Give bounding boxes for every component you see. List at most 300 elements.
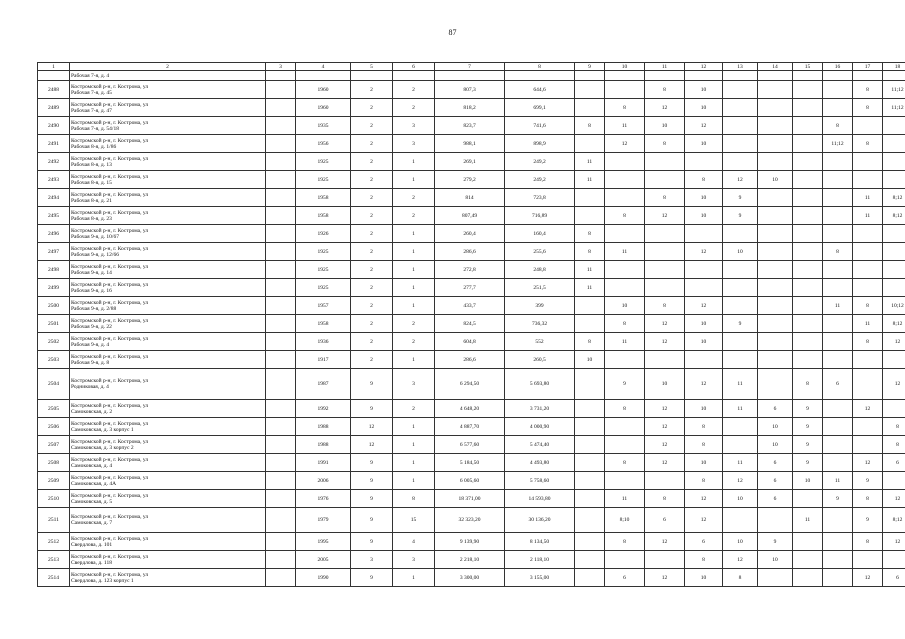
cell-c15 [793,189,823,207]
cell-c9 [575,315,605,333]
cell-c10: 12 [605,135,645,153]
cell-c13 [723,297,758,315]
table-row [38,418,905,436]
cell-c14 [758,117,793,135]
cell-c17: 9 [853,508,883,533]
cell-c17: 8 [853,490,883,508]
cell-c5: 2 [351,261,393,279]
cell-c6: 1 [393,454,435,472]
column-header: 5 [351,63,393,71]
cell-c11: 12 [645,315,685,333]
cell-c9 [575,490,605,508]
cell-c18 [883,135,905,153]
row-number: 2495 [38,207,70,225]
cell-c10: 8;10 [605,508,645,533]
cell-c13: 10 [723,243,758,261]
cell-c14 [758,189,793,207]
cell-c6: 1 [393,418,435,436]
cell [266,472,296,490]
cell-c11 [645,261,685,279]
cell-c6: 1 [393,569,435,587]
cell-c13 [723,261,758,279]
table-row [38,117,905,135]
cell-c10: 11 [605,243,645,261]
cell-c8: 251,5 [505,279,575,297]
cell-c9 [575,400,605,418]
cell-c8: 3 731,20 [505,400,575,418]
cell [266,569,296,587]
cell [723,71,758,81]
cell [853,71,883,81]
address-line-1: Костромской р-н, г. Кострома, ул [71,155,149,162]
address-line-1: Костромской р-н, г. Кострома, ул [71,173,149,180]
address-cell [70,333,266,351]
table-row [38,472,905,490]
cell-c12: 8 [685,472,723,490]
cell-c6: 1 [393,225,435,243]
column-header: 15 [793,63,823,71]
cell-c10 [605,189,645,207]
address-cell [70,436,266,454]
cell-c13: 12 [723,551,758,569]
address-line-2: Рабочая 9-я, д. 4 [71,341,110,348]
cell-c18: 8;12 [883,189,905,207]
cell-c12: 10 [685,454,723,472]
cell-c14: 6 [758,400,793,418]
cell-c12 [685,351,723,369]
cell-c17: 8 [853,135,883,153]
cell-c6: 2 [393,207,435,225]
cell [823,71,853,81]
cell-c7: 272,8 [435,261,505,279]
address-line-1: Костромской р-н, г. Кострома, ул [71,317,149,324]
page-number: 87 [448,28,457,37]
column-header: 4 [296,63,351,71]
cell [266,243,296,261]
cell-c6: 1 [393,297,435,315]
cell-c11: 12 [645,436,685,454]
address-cell [70,297,266,315]
cell-c17: 11 [853,315,883,333]
address-line-2: Рабочая 7-я, д. 47 [71,107,112,114]
table-row [38,400,905,418]
cell-c11: 12 [645,333,685,351]
cell-c16 [823,508,853,533]
cell-c11 [645,243,685,261]
cell-c9: 8 [575,333,605,351]
row-number: 2504 [38,369,70,400]
cell-c6: 1 [393,351,435,369]
column-header: 16 [823,63,853,71]
cell-c10: 8 [605,315,645,333]
cell-c16 [823,418,853,436]
cell-c12: 12 [685,243,723,261]
address-cell [70,207,266,225]
cell-c12: 10 [685,315,723,333]
cell-c15: 11 [793,508,823,533]
cell [266,171,296,189]
cell-c13: 12 [723,472,758,490]
cell [266,418,296,436]
cell-c17: 9 [853,472,883,490]
address-cell [70,400,266,418]
cell-c17: 8 [853,81,883,99]
cell-c7: 9 139,90 [435,533,505,551]
cell-c15: 8 [793,369,823,400]
cell-c17: 12 [853,569,883,587]
cell-c18 [883,243,905,261]
cell-c10 [605,551,645,569]
cell [266,279,296,297]
address-cell [70,472,266,490]
cell-c12: 8 [685,418,723,436]
table-row [38,533,905,551]
cell-c18 [883,472,905,490]
cell-c11 [645,551,685,569]
cell-c11 [645,171,685,189]
cell-c15: 9 [793,454,823,472]
cell-c10 [605,472,645,490]
cell-c6: 1 [393,153,435,171]
cell-c4: 1990 [296,569,351,587]
cell-c9 [575,189,605,207]
cell-c4: 1987 [296,369,351,400]
table-row [38,297,905,315]
cell-c8: 30 136,20 [505,508,575,533]
cell-c14 [758,351,793,369]
address-line-2: Рабочая 8-я, д. 15 [71,179,112,186]
cell-c15 [793,243,823,261]
row-number: 2501 [38,315,70,333]
address-line-1: Костромской р-н, г. Кострома, ул [71,245,149,252]
cell [266,333,296,351]
cell-c16 [823,207,853,225]
cell-c6: 8 [393,490,435,508]
cell [793,71,823,81]
cell-c4: 1991 [296,454,351,472]
column-header: 1 [38,63,70,71]
cell-c13 [723,279,758,297]
address-line-2: Свердлова, д. 123 корпус 1 [71,577,134,584]
row-number: 2510 [38,490,70,508]
cell-c13: 10 [723,533,758,551]
cell-c6: 3 [393,551,435,569]
cell-c13 [723,333,758,351]
address-line-1: Костромской р-н, г. Кострома, ул [71,402,149,409]
cell-c10: 8 [605,454,645,472]
cell-c15: 10 [793,472,823,490]
cell-c11 [645,472,685,490]
cell-c5: 9 [351,569,393,587]
cell-c5: 2 [351,189,393,207]
cell-c18: 12 [883,333,905,351]
row-number: 2508 [38,454,70,472]
cell-c18: 12 [883,369,905,400]
cell-c5: 2 [351,333,393,351]
row-number: 2507 [38,436,70,454]
cell-c4: 1925 [296,171,351,189]
cell-c7: 814 [435,189,505,207]
cell-c16: 8 [823,117,853,135]
cell-c14 [758,225,793,243]
address-line-2: Самоковская, д. 4 [71,462,113,469]
row-number: 2514 [38,569,70,587]
address-cell [70,261,266,279]
cell-c11: 6 [645,508,685,533]
cell-c9: 11 [575,261,605,279]
cell-c14: 6 [758,490,793,508]
cell-c8: 741,6 [505,117,575,135]
cell-c17 [853,369,883,400]
cell-c12: 10 [685,400,723,418]
column-header: 7 [435,63,505,71]
cell-c8: 716,89 [505,207,575,225]
cell-c4: 1956 [296,135,351,153]
cell [266,551,296,569]
row-number: 2493 [38,171,70,189]
cell-c7: 6 005,60 [435,472,505,490]
table-row [38,508,905,533]
cell-c9 [575,135,605,153]
address-cell [70,508,266,533]
cell-c16 [823,333,853,351]
cell [351,71,393,81]
address-line-1: Костромской р-н, г. Кострома, ул [71,420,149,427]
cell-c7: 824,5 [435,315,505,333]
cell-c5: 9 [351,533,393,551]
cell-c12: 12 [685,490,723,508]
cell [266,508,296,533]
cell-c9: 8 [575,243,605,261]
row-number: 2512 [38,533,70,551]
row-number: 2490 [38,117,70,135]
cell-c7: 4 648,20 [435,400,505,418]
cell-c9 [575,472,605,490]
cell-c16 [823,400,853,418]
cell-c8: 249,2 [505,171,575,189]
cell-c11: 12 [645,533,685,551]
cell-c18: 6 [883,454,905,472]
column-header: 12 [685,63,723,71]
cell-c12: 6 [685,533,723,551]
cell-c9 [575,207,605,225]
cell-c14: 9 [758,533,793,551]
cell-c9 [575,99,605,117]
cell-c13 [723,225,758,243]
table-row [38,81,905,99]
cell [605,71,645,81]
address-line-1: Костромской р-н, г. Кострома, ул [71,191,149,198]
cell-c15 [793,171,823,189]
cell-c11: 8 [645,490,685,508]
address-line-2: Рабочая 9-я, д. 2/88 [71,305,117,312]
cell-c8: 160,4 [505,225,575,243]
address-line-1: Костромской р-н, г. Кострома, ул [71,438,149,445]
cell-c14: 6 [758,454,793,472]
address-line-2: Рабочая 8-я, д. 23 [71,215,112,222]
cell-c13: 11 [723,400,758,418]
cell-c17 [853,551,883,569]
cell-c8: 255,6 [505,243,575,261]
cell-c6: 15 [393,508,435,533]
cell-c18 [883,261,905,279]
address-line-2: Рабочая 7-я, д. 54/18 [71,125,119,132]
table-body [38,63,905,587]
column-header: 8 [505,63,575,71]
cell-c5: 9 [351,369,393,400]
cell-c18: 8;12 [883,508,905,533]
cell-c16 [823,225,853,243]
cell-c16 [823,551,853,569]
address-cell [70,551,266,569]
cell [266,297,296,315]
cell-c7: 2 218,10 [435,551,505,569]
cell [266,369,296,400]
address-line-2: Самоковская, д. 5 [71,498,113,505]
cell-c10 [605,436,645,454]
cell-c12: 8 [685,171,723,189]
address-line-2: Рабочая 8-я, д. 21 [71,197,112,204]
address-line-1: Костромской р-н, г. Кострома, ул [71,335,149,342]
cell-c10 [605,418,645,436]
table-row [38,490,905,508]
cell [266,400,296,418]
cell-c6: 2 [393,81,435,99]
cell-c18 [883,171,905,189]
cell-c16: 9 [823,490,853,508]
cell-c4: 1958 [296,315,351,333]
cell-c6: 3 [393,135,435,153]
address-cell [70,117,266,135]
address-line-1: Костромской р-н, г. Кострома, ул [71,474,149,481]
cell-c7: 260,4 [435,225,505,243]
cell-c8: 249,2 [505,153,575,171]
address-line-2: Самоковская, д. 3 корпус 2 [71,444,134,451]
address-line-2: Рабочая 9-я, д. 8 [71,359,110,366]
cell-c5: 2 [351,279,393,297]
cell-c18: 8;12 [883,315,905,333]
table-row [38,171,905,189]
cell-c15 [793,490,823,508]
cell-c7: 286,6 [435,243,505,261]
cell [393,71,435,81]
cell [645,71,685,81]
cell-c15 [793,153,823,171]
cell-c5: 9 [351,472,393,490]
row-number: 2491 [38,135,70,153]
cell-c10: 8 [605,99,645,117]
cell-c12: 8 [685,551,723,569]
address-line-2: Свердлова, д. 118 [71,559,112,566]
cell-c6: 1 [393,279,435,297]
cell-c10: 6 [605,569,645,587]
cell-c13 [723,508,758,533]
cell-c4: 1925 [296,243,351,261]
address-line-1: Костромской р-н, г. Кострома, ул [71,299,149,306]
cell-c8: 723,8 [505,189,575,207]
cell-c14 [758,369,793,400]
address-line-1: Костромской р-н, г. Кострома, ул [71,514,149,520]
cell-c16 [823,436,853,454]
cell-c8: 699,1 [505,99,575,117]
address-line-2: Рабочая 8-я, д. 1/86 [71,143,117,150]
cell [575,71,605,81]
cell-c13: 11 [723,454,758,472]
cell-c16 [823,189,853,207]
cell-c11: 8 [645,135,685,153]
cell-c15 [793,351,823,369]
cell-c12: 10 [685,569,723,587]
cell-c12: 10 [685,135,723,153]
cell-c13: 8 [723,569,758,587]
cell-c18: 12 [883,533,905,551]
address-cell [70,418,266,436]
cell-c9: 8 [575,225,605,243]
row-number: 2509 [38,472,70,490]
table-row [38,551,905,569]
cell-c17 [853,351,883,369]
cell-c17 [853,243,883,261]
cell-c17 [853,153,883,171]
cell-c17 [853,418,883,436]
cell-c16 [823,351,853,369]
cell-c4: 1960 [296,81,351,99]
cell-c9 [575,533,605,551]
table-row [38,261,905,279]
cell-c4: 1935 [296,117,351,135]
table-row [38,333,905,351]
cell-c8: 736,32 [505,315,575,333]
table-row [38,243,905,261]
cell-c4: 1958 [296,189,351,207]
cell-c10 [605,81,645,99]
table-row [38,189,905,207]
cell-c17 [853,171,883,189]
cell-c8: 2 118,10 [505,551,575,569]
cell-c11: 12 [645,454,685,472]
cell-c8: 3 155,00 [505,569,575,587]
address-cell [70,81,266,99]
cell-c18: 10;12 [883,297,905,315]
cell-c11: 12 [645,418,685,436]
cell-c10: 11 [605,490,645,508]
cell [38,71,70,81]
cell-c8: 5 474,40 [505,436,575,454]
table-row [38,153,905,171]
table-row [38,279,905,297]
cell-c13 [723,436,758,454]
cell-c15 [793,279,823,297]
cell [296,71,351,81]
address-line-2: Самоковская, д. 3 корпус 1 [71,426,134,433]
cell [266,189,296,207]
cell-c15 [793,533,823,551]
cell-c9 [575,369,605,400]
cell-c16 [823,569,853,587]
cell-c10 [605,225,645,243]
cell-c6: 2 [393,400,435,418]
address-line-1: Костромской р-н, г. Кострома, ул [71,119,149,126]
cell-c13 [723,81,758,99]
cell-c14 [758,333,793,351]
cell-c10 [605,351,645,369]
cell-c14 [758,99,793,117]
cell-c5: 12 [351,436,393,454]
cell-c4: 1957 [296,297,351,315]
cell-c5: 9 [351,490,393,508]
table-row [38,315,905,333]
cell-c6: 1 [393,171,435,189]
